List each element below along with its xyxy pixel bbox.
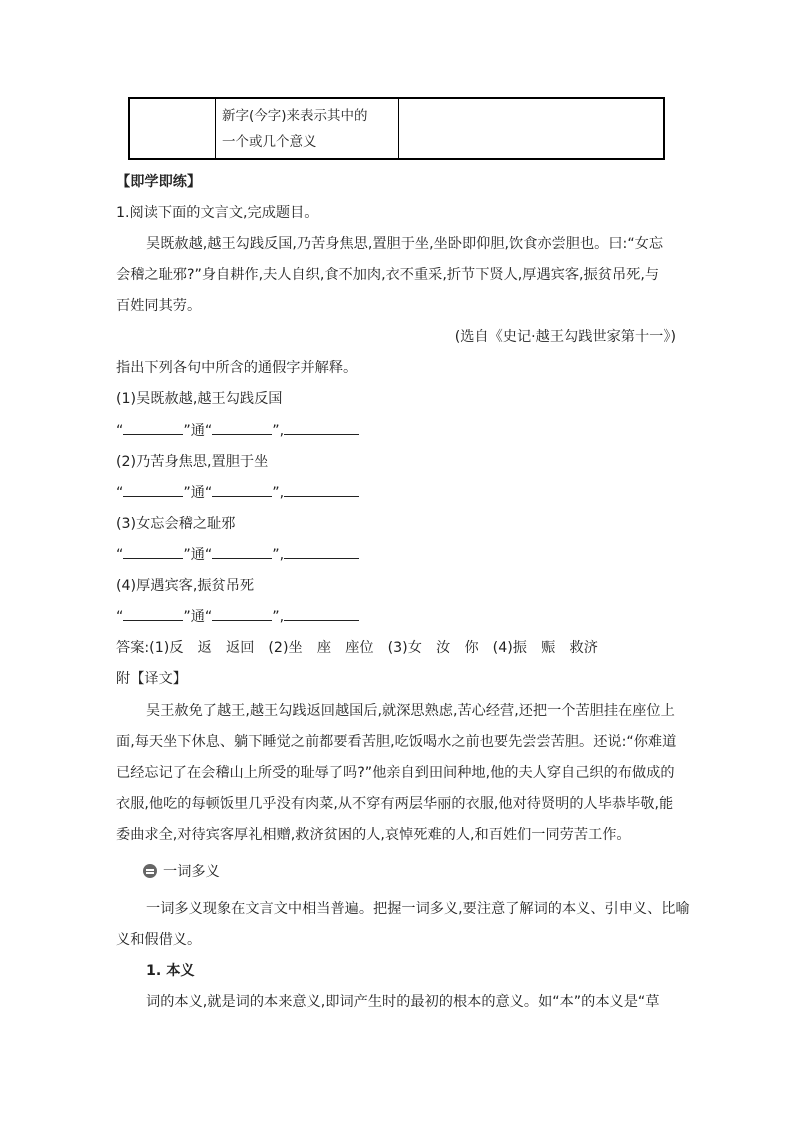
- subsection-text: 词的本义,就是词的本来意义,即词产生时的最初的根本的意义。如“本”的本义是“草: [146, 994, 660, 1010]
- item-2: (2)乃苦身焦思,置胆于坐: [116, 454, 269, 470]
- blank-field[interactable]: [284, 484, 359, 497]
- answer-label: 答案:: [116, 640, 150, 656]
- blank-field[interactable]: [212, 546, 272, 559]
- answer-blank-row: “ ”通“ ”,: [116, 606, 359, 626]
- translation-line: 衣服,他吃的每顿饭里几乎没有肉菜,从不穿有两层华丽的衣服,他对待贤明的人毕恭毕敬,能: [116, 796, 674, 812]
- answer-item: (4)振 赈 救济: [492, 640, 598, 656]
- subsection-title: 1. 本义: [146, 963, 195, 979]
- passage-line: 百姓同其劳。: [116, 298, 202, 314]
- blank-field[interactable]: [284, 608, 359, 621]
- blank-field[interactable]: [212, 484, 272, 497]
- translation-label: 附【译文】: [116, 671, 187, 687]
- item-1: (1)吴既赦越,越王勾践反国: [116, 391, 283, 407]
- passage-source: (选自《史记·越王勾践世家第十一》): [454, 329, 676, 345]
- blank-field[interactable]: [212, 422, 272, 435]
- instruction: 指出下列各句中所含的通假字并解释。: [116, 360, 358, 376]
- question-1: 1.阅读下面的文言文,完成题目。: [116, 205, 319, 221]
- table-cell-line: 新字(今字)来表示其中的: [222, 108, 368, 124]
- blank-field[interactable]: [284, 546, 359, 559]
- blank-field[interactable]: [123, 608, 183, 621]
- answer-blank-row: “ ”通“ ”,: [116, 482, 359, 502]
- translation-line: 面,每天坐下休息、躺下睡觉之前都要看苦胆,吃饭喝水之前也要先尝尝苦胆。还说:“你难道: [116, 734, 677, 750]
- table-cell-empty: [129, 98, 216, 159]
- definition-table: [128, 97, 665, 160]
- passage-line: 会稽之耻邪?”身自耕作,夫人自织,食不加肉,衣不重采,折节下贤人,厚遇宾客,振贫吊死,与: [116, 267, 660, 283]
- item-4: (4)厚遇宾客,振贫吊死: [116, 578, 255, 594]
- blank-field[interactable]: [123, 422, 183, 435]
- answer-item: (3)女 汝 你: [387, 640, 479, 656]
- answer-blank-row: “ ”通“ ”,: [116, 544, 359, 564]
- section-text-line: 义和假借义。: [116, 932, 202, 948]
- table-cell-empty: [399, 98, 665, 159]
- section-heading: [143, 861, 220, 881]
- translation-line: 吴王赦免了越王,越王勾践返回越国后,就深思熟虑,苦心经营,还把一个苦胆挂在座位上: [146, 703, 675, 719]
- answer-item: (1)反 返 返回: [149, 640, 255, 656]
- blank-field[interactable]: [123, 484, 183, 497]
- section-label-practice: 【即学即练】: [116, 174, 202, 190]
- table-cell-line: 一个或几个意义: [222, 134, 317, 150]
- answer-blank-row: “ ”通“ ”,: [116, 420, 359, 440]
- item-3: (3)女忘会稽之耻邪: [116, 516, 236, 532]
- translation-line: 已经忘记了在会稽山上所受的耻辱了吗?”他亲自到田间种地,他的夫人穿自己织的布做成的: [116, 765, 675, 781]
- passage-line: 吴既赦越,越王勾践反国,乃苦身焦思,置胆于坐,坐卧即仰胆,饮食亦尝胆也。曰:“女忘: [146, 236, 664, 252]
- blank-field[interactable]: [284, 422, 359, 435]
- section-title: 一词多义: [163, 864, 220, 880]
- section-bullet-icon: [143, 864, 157, 878]
- translation-line: 委曲求全,对待宾客厚礼相赠,救济贫困的人,哀悼死难的人,和百姓们一同劳苦工作。: [116, 827, 631, 843]
- blank-field[interactable]: [123, 546, 183, 559]
- answer-item: (2)坐 座 座位: [268, 640, 374, 656]
- table-cell-text: [216, 98, 399, 159]
- section-text-line: 一词多义现象在文言文中相当普遍。把握一词多义,要注意了解词的本义、引申义、比喻: [146, 901, 690, 917]
- answer-line: [116, 637, 612, 657]
- blank-field[interactable]: [212, 608, 272, 621]
